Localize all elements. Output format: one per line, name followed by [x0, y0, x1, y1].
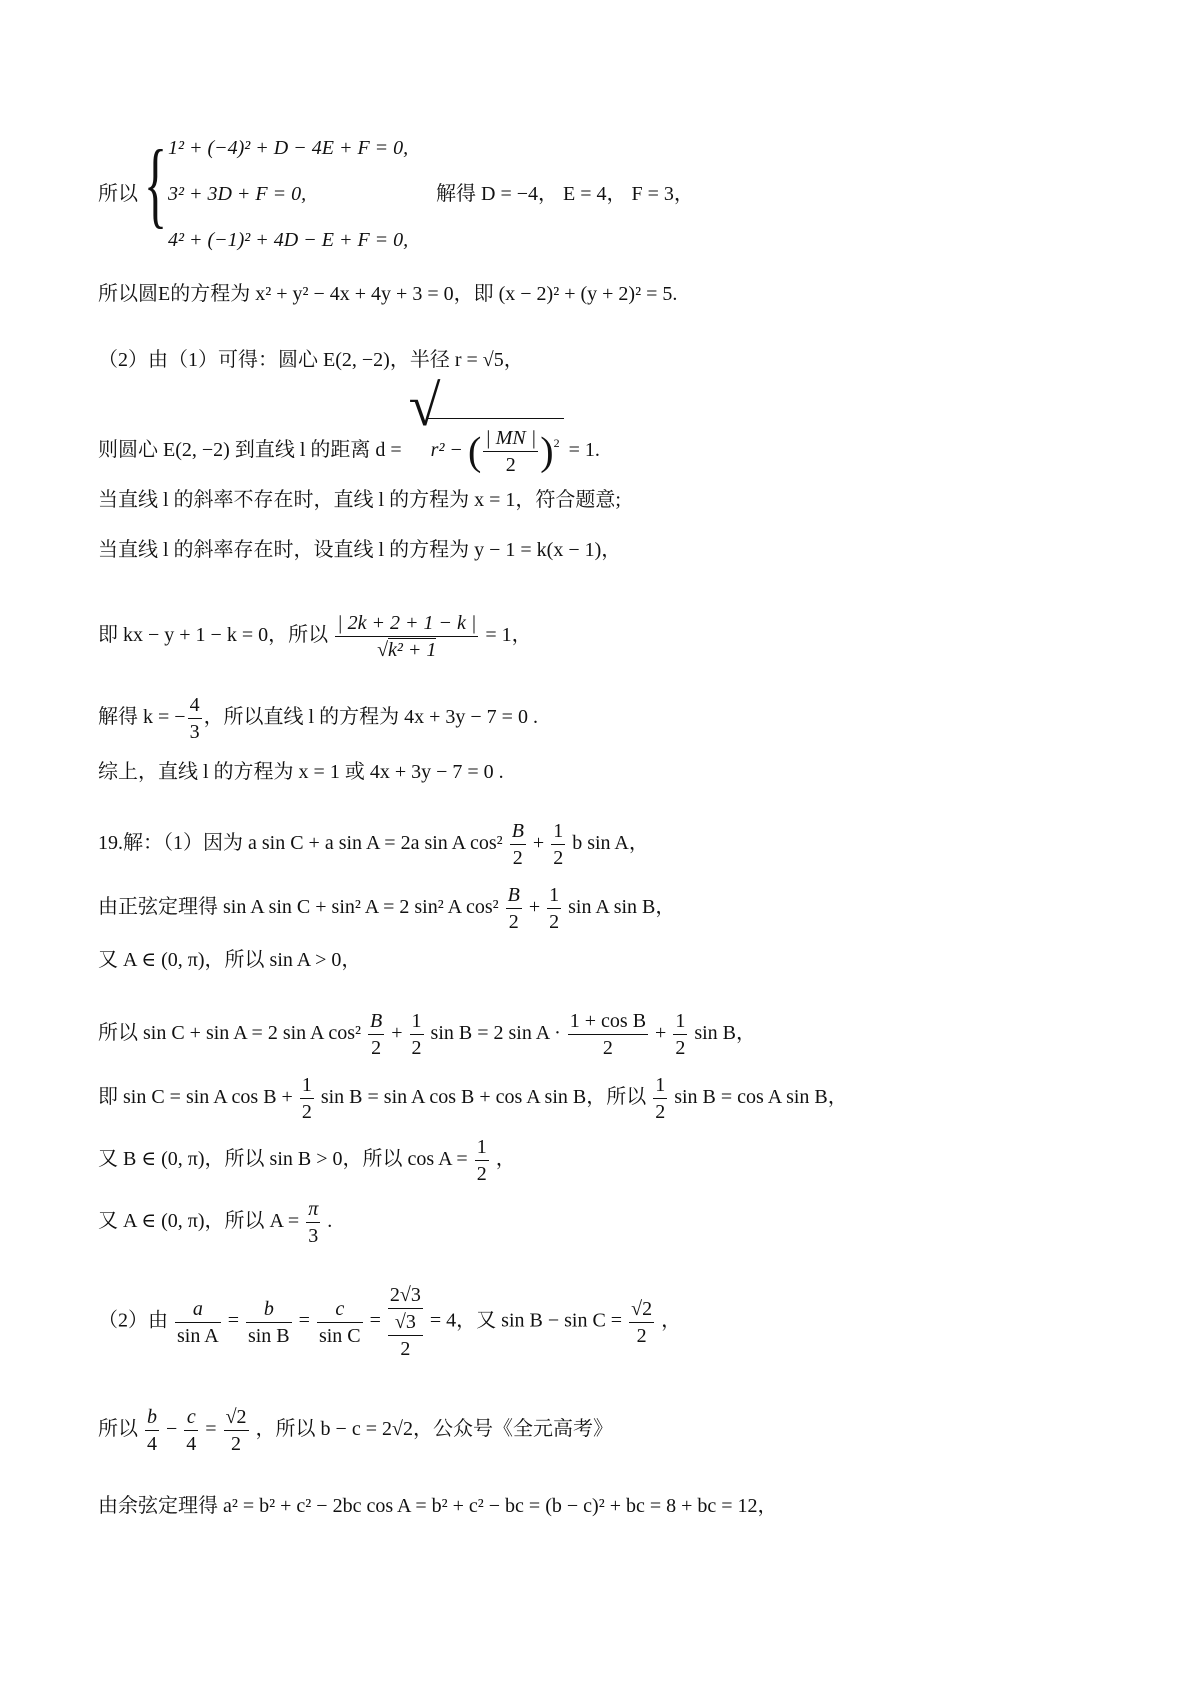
system-eq-3: 4² + (−1)² + 4D − E + F = 0,	[168, 229, 409, 251]
slope-exists-case: 当直线 l 的斜率存在时，设直线 l 的方程为 y − 1 = k(x − 1)，	[98, 539, 622, 561]
b-minus-c: 所以 $\frac{b}{4}$ − $\frac{c}{4}$ = $\frac{√2}{2}$ ，所以 b − c = 2√2，公众号《全元高考》	[98, 1406, 613, 1455]
cosA-value: 又 B ∈ (0, π)，所以 sin B > 0，所以 cos A = $\frac{1}{2}$ ，	[98, 1136, 516, 1185]
system-eq-1: 1² + (−4)² + D − 4E + F = 0,	[168, 137, 409, 159]
problem-19-start: 19.解：（1）因为 a sin C + a sin A = 2a sin A cos² $\frac{B}{2}$ + $\frac{1}{2}$ b sin A，	[98, 820, 649, 869]
cosine-rule-step: 由余弦定理得 a² = b² + c² − 2bc cos A = b² + c² − bc = (b − c)² + bc = 8 + bc = 12，	[98, 1495, 778, 1517]
sinA-positive: 又 A ∈ (0, π)，所以 sin A > 0，	[98, 949, 362, 971]
simplify-step: 即 sin C = sin A cos B + $\frac{1}{2}$ sin B = sin A cos B + cos A sin B，所以 $\frac{1}{2}$ sin B = cos A sin B，	[98, 1074, 848, 1123]
system-solution: 解得 D = −4， E = 4， F = 3，	[436, 183, 694, 205]
slope-undefined-case: 当直线 l 的斜率不存在时，直线 l 的方程为 x = 1，符合题意;	[98, 489, 621, 511]
sine-rule-step: 由正弦定理得 sin A sin C + sin² A = 2 sin² A cos² $\frac{B}{2}$ + $\frac{1}{2}$ sin A sin B，	[98, 884, 676, 933]
distance-formula: 则圆心 E(2, −2) 到直线 l 的距离 d = √ r² − ( $\frac{| MN |}{2}$ )$^2$ = 1.	[98, 373, 600, 476]
conclusion: 综上，直线 l 的方程为 x = 1 或 4x + 3y − 7 = 0 .	[98, 761, 504, 783]
slope-solution: 解得 k = − $\frac{4}{3}$ ，所以直线 l 的方程为 4x + 3y − 7 = 0 .	[98, 694, 538, 743]
expansion-step: 所以 sin C + sin A = 2 sin A cos² $\frac{B}{2}$ + $\frac{1}{2}$ sin B = 2 sin A · $\frac{\text{1 + cos B}}{2}$ + $\frac{1}{2}$ sin B，	[98, 1010, 756, 1059]
angle-A-value: 又 A ∈ (0, π)，所以 A = $\frac{\pi}{3}$ .	[98, 1198, 333, 1247]
distance-equation: 即 kx − y + 1 − k = 0，所以 $\frac{| 2k + 2 + 1 - k |}{\text{√k² + 1}}$ = 1，	[98, 612, 532, 661]
system-intro: 所以	[98, 183, 138, 205]
part2-ratio: （2）由 $\frac{a}{\text{sin A}}$ = $\frac{b}{\text{sin B}}$ = $\frac{c}{\text{sin C}}$ = 2√3 √3 2 = 4，又 sin B − sin C = $\frac{√2}{2}$ ，	[98, 1284, 682, 1360]
circle-equation: 所以圆E的方程为 x² + y² − 4x + 4y + 3 = 0，即 (x − 2)² + (y + 2)² = 5.	[98, 283, 678, 305]
system-brace: {	[144, 130, 168, 237]
center-radius: （2）由（1）可得：圆心 E(2, −2)，半径 r = √5，	[98, 349, 524, 371]
system-eq-2: 3² + 3D + F = 0,	[168, 183, 307, 205]
